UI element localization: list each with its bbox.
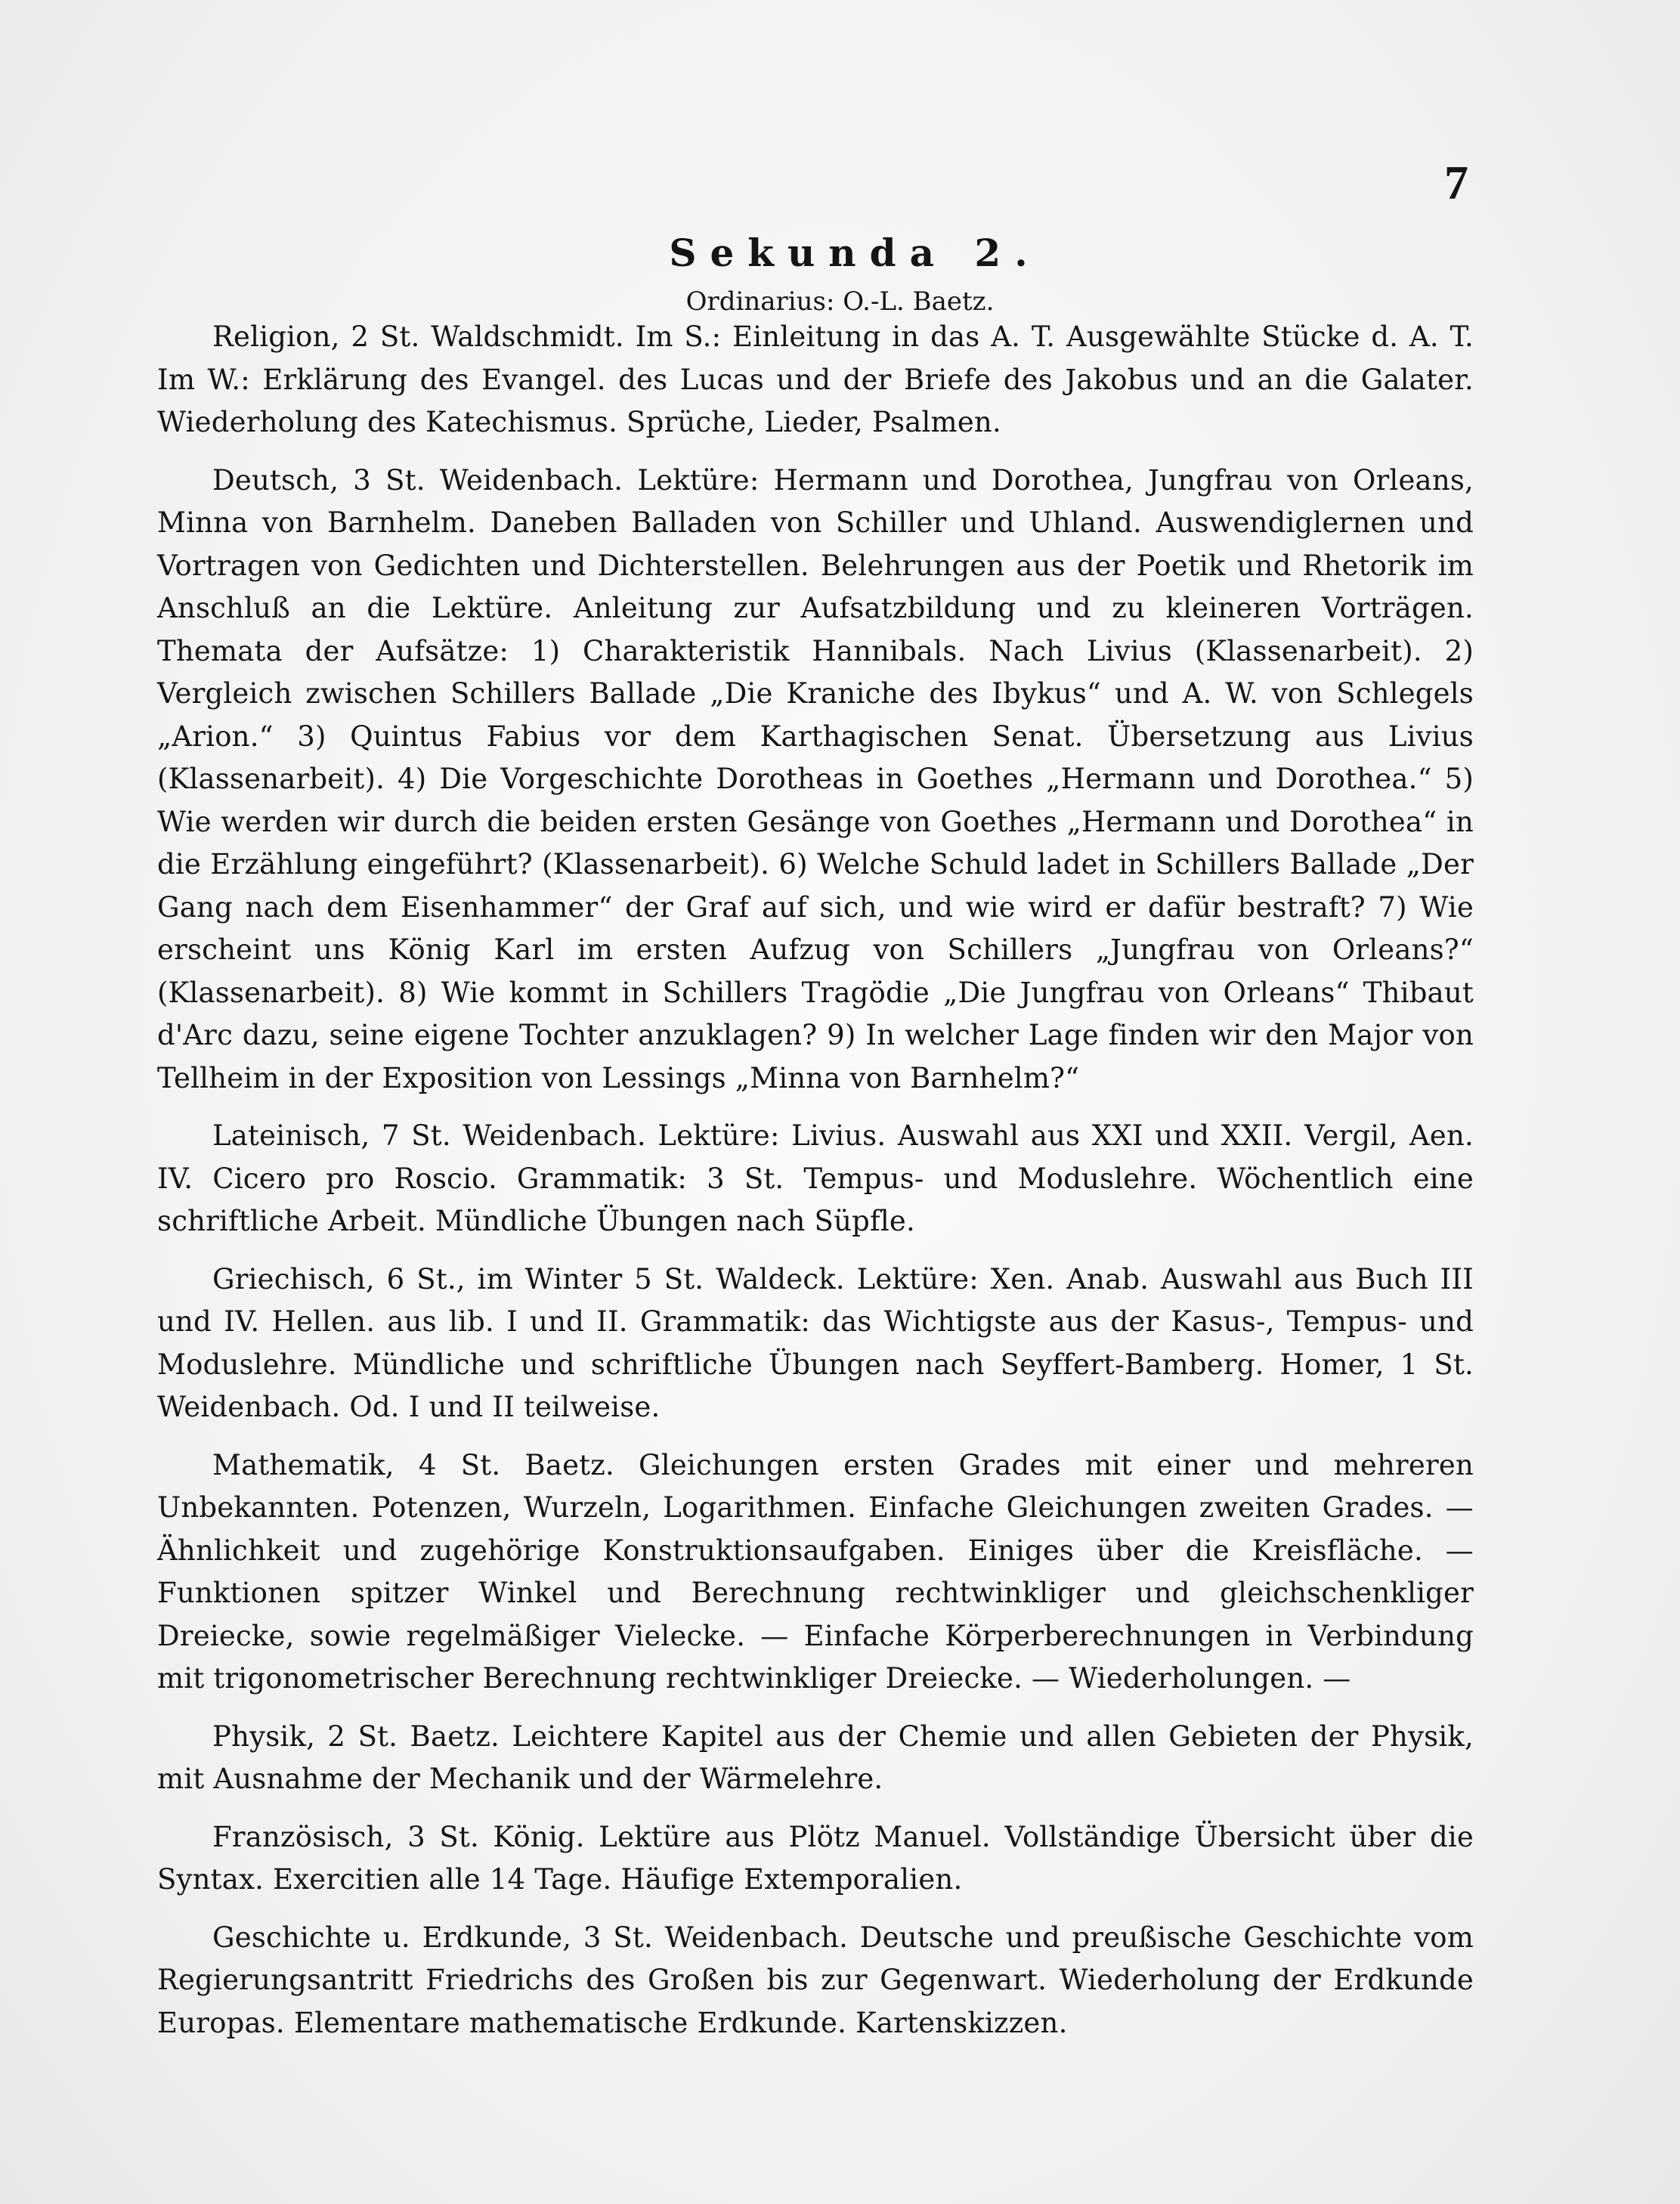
paragraph-lateinisch: Lateinisch, 7 St. Weidenbach. Lektüre: Livius. Auswahl aus XXI und XXII. Vergil, Aen. IV. Cicero pro Roscio. Grammatik: 3 St. Tempus- und Moduslehre. Wöchentlich eine schriftliche Arbeit. Mündliche Übungen nach Süpfle. — [157, 1119, 1474, 1237]
paragraph-physik: Physik, 2 St. Baetz. Leichtere Kapitel aus der Chemie und allen Gebieten der Physik, mit Ausnahme der Mechanik und der Wärmelehre. — [157, 1720, 1474, 1795]
curriculum-body — [157, 316, 1474, 2060]
paragraph-geschichte: Geschichte u. Erdkunde, 3 St. Weidenbach. Deutsche und preußische Geschichte vom Regierungsantritt Friedrichs des Großen bis zur Gegenwart. Wiederholung der Erdkunde Europas. Elementare mathematische Erdkunde. Kartenskizzen. — [157, 1921, 1474, 2039]
paragraph-religion: Religion, 2 St. Waldschmidt. Im S.: Einleitung in das A. T. Ausgewählte Stücke d. A. T. Im W.: Erklärung des Evangel. des Lucas und der Briefe des Jakobus und an die Galater. Wiederholung des Katechismus. Sprüche, Lieder, Psalmen. — [157, 320, 1474, 438]
paragraph-deutsch: Deutsch, 3 St. Weidenbach. Lektüre: Hermann und Dorothea, Jungfrau von Orleans, Minna von Barnhelm. Daneben Balladen von Schiller und Uhland. Auswendiglernen und Vortragen von Gedichten und Dichterstellen. Belehrungen aus der Poetik und Rhetorik im Anschluß an die Lektüre. Anleitung zur Aufsatzbildung und zu kleineren Vorträgen. Themata der Aufsätze: 1) Charakteristik Hannibals. Nach Livius (Klassenarbeit). 2) Vergleich zwischen Schillers Ballade „Die Kraniche des Ibykus“ und A. W. von Schlegels „Arion.“ 3) Quintus Fabius vor dem Karthagischen Senat. Übersetzung aus Livius (Klassenarbeit). 4) Die Vorgeschichte Dorotheas in Goethes „Hermann und Dorothea.“ 5) Wie werden wir durch die beiden ersten Gesänge von Goethes „Hermann und Dorothea“ in die Erzählung eingeführt? (Klassenarbeit). 6) Welche Schuld ladet in Schillers Ballade „Der Gang nach dem Eisenhammer“ der Graf auf sich, und wie wird er dafür bestraft? 7) Wie erscheint uns König Karl im ersten Aufzug von Schillers „Jungfrau von Orleans?“ (Klassenarbeit). 8) Wie kommt in Schillers Tragödie „Die Jungfrau von Orleans“ Thibaut d'Arc dazu, seine eigene Tochter anzuklagen? 9) In welcher Lage finden wir den Major von Tellheim in der Exposition von Lessings „Minna von Barnhelm?“ — [157, 463, 1474, 1094]
section-header — [0, 227, 1680, 320]
paragraph-griechisch: Griechisch, 6 St., im Winter 5 St. Waldeck. Lektüre: Xen. Anab. Auswahl aus Buch III und IV. Hellen. aus lib. I und II. Grammatik: das Wichtigste aus der Kasus-, Tempus- und Moduslehre. Mündliche und schriftliche Übungen nach Seyffert-Bamberg. Homer, 1 St. Weidenbach. Od. I und II teilweise. — [157, 1262, 1474, 1423]
page-number: 7 — [1444, 156, 1468, 209]
paragraph-franzoesisch: Französisch, 3 St. König. Lektüre aus Plötz Manuel. Vollständige Übersicht über die Syntax. Exercitien alle 14 Tage. Häufige Extemporalien. — [157, 1820, 1474, 1896]
section-title: Sekunda 2. — [669, 231, 1041, 275]
ordinarius-line: Ordinarius: O.-L. Baetz. — [685, 286, 995, 317]
paragraph-mathematik: Mathematik, 4 St. Baetz. Gleichungen ersten Grades mit einer und mehreren Unbekannten. Potenzen, Wurzeln, Logarithmen. Einfache Gleichungen zweiten Grades. — Ähnlichkeit und zugehörige Konstruktionsaufgaben. Einiges über die Kreisfläche. — Funktionen spitzer Winkel und Berechnung rechtwinkliger und gleichschenkliger Dreiecke, sowie regelmäßiger Vielecke. — Einfache Körperberechnungen in Verbindung mit trigonometrischer Berechnung rechtwinkliger Dreiecke. — Wiederholungen. — — [157, 1448, 1474, 1695]
